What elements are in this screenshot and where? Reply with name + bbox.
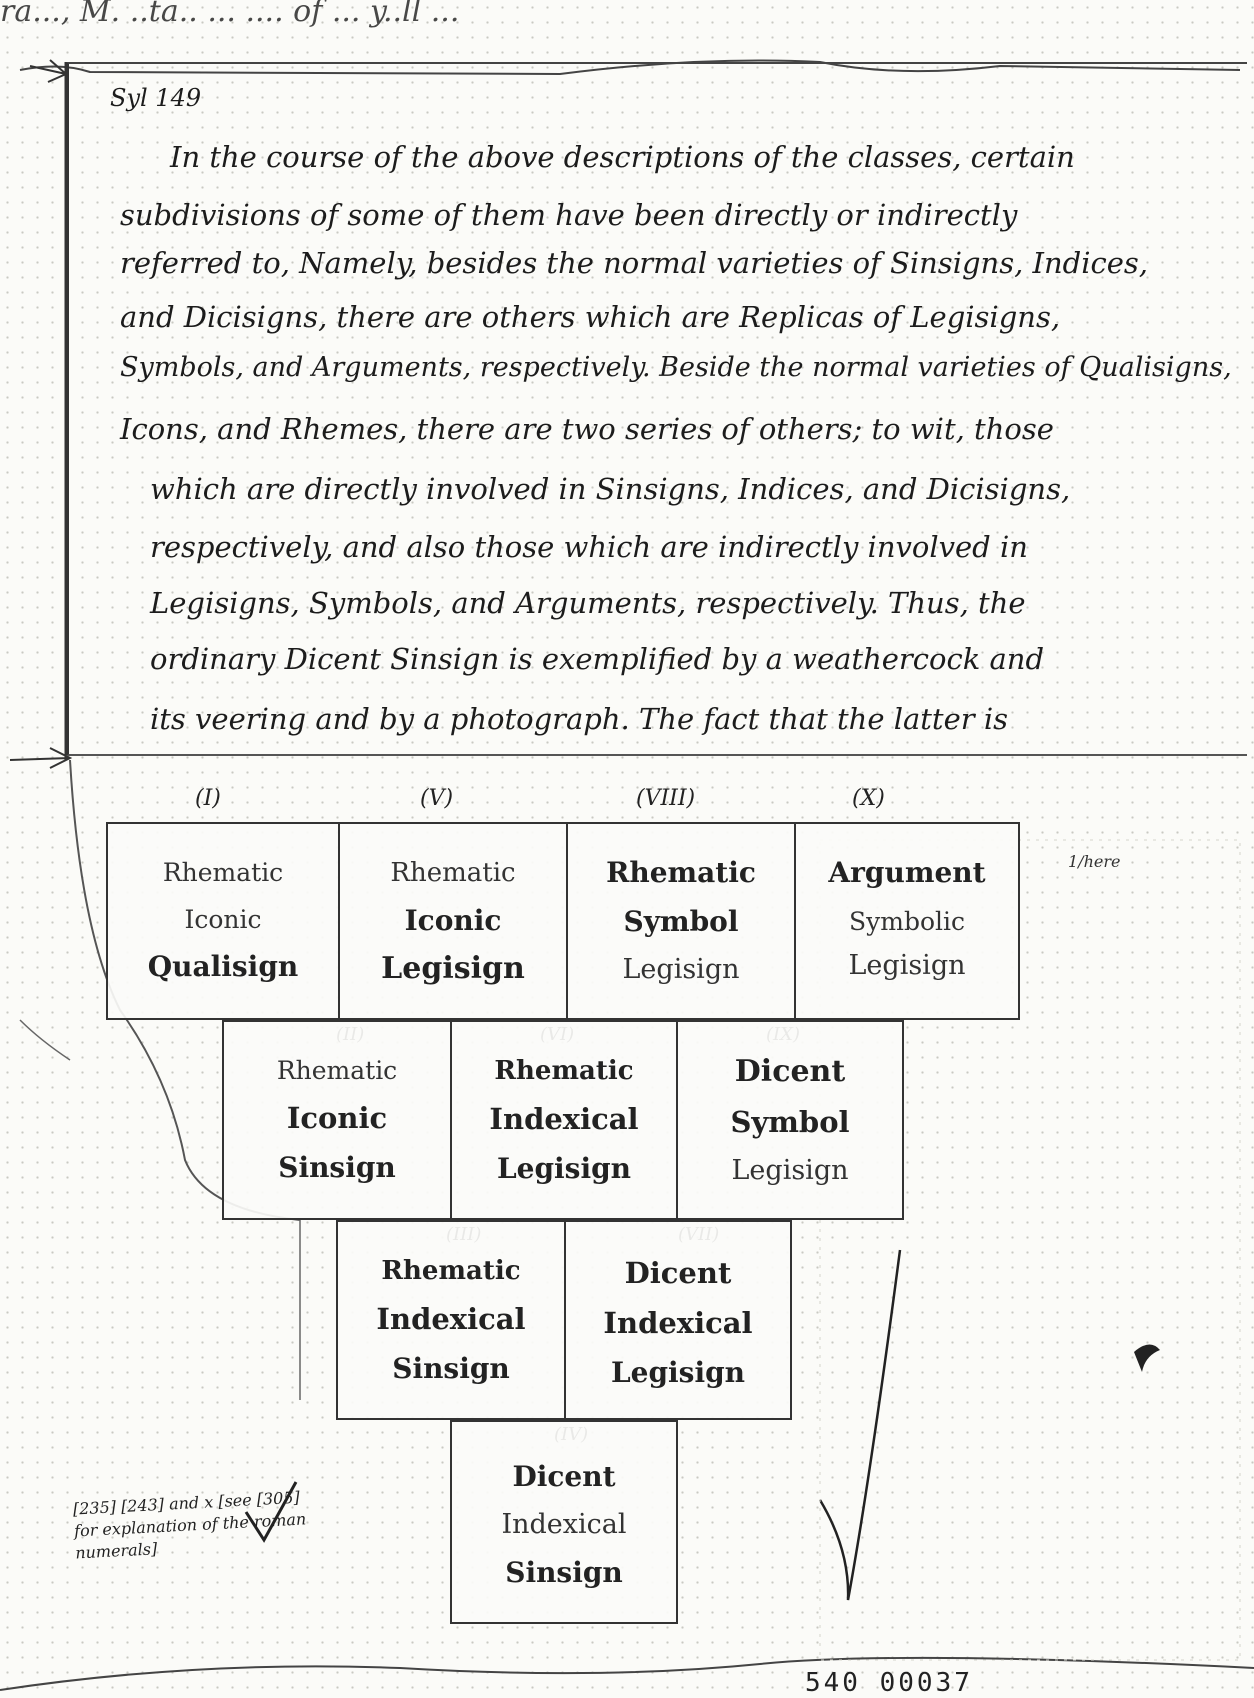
cell-line-3: Legisign — [848, 950, 966, 981]
folio-number: Syl 149 — [110, 84, 202, 112]
text-line: respectively, and also those which are indirectly involved in — [150, 530, 1028, 564]
text-line: which are directly involved in Sinsigns, Indices, and Dicisigns, — [150, 472, 1071, 506]
class-numeral: (V) — [420, 786, 454, 811]
cell-line-2: Indexical — [501, 1509, 627, 1540]
cell-line-2: Iconic — [286, 1101, 388, 1135]
class-cell-4 — [450, 1420, 678, 1624]
footnote: [235] [243] and x [see [305] for explanation of the roman numerals] — [72, 1487, 307, 1563]
text-line: subdivisions of some of them have been directly or indirectly — [120, 198, 1018, 232]
cell-line-3: Legisign — [496, 1152, 632, 1185]
cell-line-1: Rhematic — [381, 1256, 521, 1286]
class-cell-8 — [566, 822, 796, 1020]
class-numeral: (VIII) — [636, 786, 696, 811]
cell-line-3: Legisign — [381, 951, 525, 986]
text-line: referred to, Namely, besides the normal varieties of Sinsigns, Indices, — [120, 246, 1148, 280]
class-numeral: (X) — [852, 786, 885, 811]
cell-line-1: Dicent — [624, 1256, 732, 1290]
cell-line-1: Rhematic — [276, 1056, 398, 1085]
class-cell-10 — [794, 822, 1020, 1020]
cell-line-3: Sinsign — [278, 1151, 396, 1184]
text-line: ordinary Dicent Sinsign is exemplified by a weathercock and — [150, 642, 1045, 676]
class-cell-2 — [222, 1020, 452, 1220]
top-scrawl: ra..., M. ..ta.. ... .... of ... y..ll ... — [0, 0, 460, 29]
cell-line-3: Sinsign — [505, 1556, 623, 1589]
margin-note: 1/here — [1068, 852, 1121, 871]
class-numeral: (I) — [195, 786, 221, 811]
cell-line-2: Iconic — [404, 904, 502, 937]
text-line: and Dicisigns, there are others which are Replicas of Legisigns, — [120, 300, 1061, 334]
text-line: its veering and by a photograph. The fact that the latter is — [150, 702, 1008, 736]
cell-line-2: Indexical — [603, 1306, 753, 1340]
class-cell-5 — [338, 822, 568, 1020]
cell-line-3: Legisign — [610, 1356, 746, 1389]
class-cell-7 — [564, 1220, 792, 1420]
class-cell-3 — [336, 1220, 566, 1420]
cell-line-3: Qualisign — [147, 950, 299, 983]
class-cell-6 — [450, 1020, 678, 1220]
cell-line-2: Indexical — [376, 1302, 526, 1336]
cell-line-1: Argument — [828, 856, 986, 889]
cell-line-2: Iconic — [184, 905, 262, 934]
class-cell-9 — [676, 1020, 904, 1220]
cell-line-2: Symbol — [730, 1105, 850, 1139]
text-line: Legisigns, Symbols, and Arguments, respectively. Thus, the — [150, 586, 1026, 620]
text-line: In the course of the above descriptions of the classes, certain — [170, 140, 1075, 174]
cell-line-2: Indexical — [489, 1102, 639, 1136]
class-cell-1 — [106, 822, 340, 1020]
cell-line-1: Dicent — [734, 1054, 846, 1089]
cell-line-1: Dicent — [512, 1460, 616, 1493]
cell-line-3: Legisign — [731, 1155, 849, 1186]
cell-line-2: Symbol — [623, 905, 739, 938]
archive-number: 540 00037 — [805, 1668, 973, 1698]
cell-line-2: Symbolic — [848, 907, 965, 936]
cell-line-1: Rhematic — [162, 858, 284, 887]
text-line: Symbols, and Arguments, respectively. Beside the normal varieties of Qualisigns, — [120, 352, 1232, 383]
cell-line-1: Rhematic — [494, 1056, 634, 1086]
cell-line-1: Rhematic — [390, 858, 516, 888]
cell-line-3: Sinsign — [392, 1352, 510, 1385]
cell-line-1: Rhematic — [606, 856, 756, 889]
text-line: Icons, and Rhemes, there are two series of others; to wit, those — [120, 412, 1054, 446]
cell-line-3: Legisign — [622, 954, 740, 985]
